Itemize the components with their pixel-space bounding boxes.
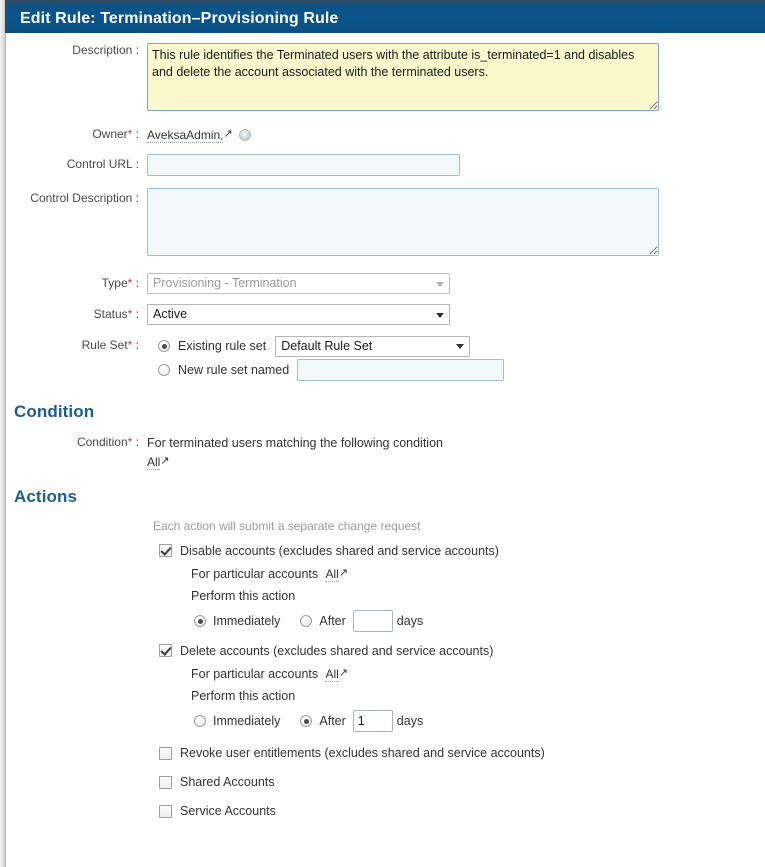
field-row-status	[6, 304, 765, 325]
chevron-down-icon	[436, 313, 444, 318]
delete-accounts-timing-row	[159, 710, 765, 732]
revoke-user-entitlements-checkbox[interactable]	[159, 747, 172, 760]
new-rule-set-radio-label[interactable]: New rule set named	[178, 363, 290, 377]
existing-rule-set-radio[interactable]	[158, 340, 170, 352]
field-row-description	[6, 43, 765, 114]
disable-accounts-immediately-label[interactable]: Immediately	[213, 614, 281, 628]
status-label-text: Status	[93, 307, 128, 321]
disable-accounts-immediately-radio[interactable]	[194, 615, 206, 627]
new-rule-set-radio[interactable]	[158, 364, 170, 376]
new-rule-set-input[interactable]	[297, 359, 504, 381]
type-label-colon: :	[132, 276, 139, 290]
disable-accounts-all-link[interactable]: All	[325, 567, 339, 581]
owner-required-asterisk: *	[127, 127, 133, 141]
rule-set-existing-row	[147, 335, 765, 357]
action-delete-accounts-row	[159, 644, 765, 658]
delete-accounts-days-input[interactable]	[353, 710, 393, 732]
delete-accounts-after-label[interactable]: After	[319, 714, 346, 728]
actions-section-heading: Actions	[14, 487, 78, 506]
status-required-asterisk: *	[127, 307, 133, 321]
disable-accounts-particular-prefix: For particular accounts	[191, 567, 319, 581]
chevron-down-icon	[456, 344, 464, 349]
action-block-disable-accounts	[6, 544, 765, 632]
simple-actions-list	[6, 746, 765, 818]
field-row-condition	[6, 435, 765, 469]
service-accounts-label[interactable]: Service Accounts	[180, 804, 276, 818]
type-select-value: Provisioning - Termination	[153, 276, 297, 290]
disable-accounts-after-label[interactable]: After	[319, 614, 346, 628]
external-link-icon[interactable]: ↗	[338, 667, 349, 679]
delete-accounts-days-label: days	[396, 714, 424, 728]
condition-label	[6, 435, 147, 450]
description-label: Description :	[72, 43, 139, 57]
condition-required-asterisk: *	[127, 435, 133, 449]
service-accounts-checkbox[interactable]	[159, 805, 172, 818]
edit-rule-form	[6, 33, 765, 818]
action-disable-accounts-row	[159, 544, 765, 558]
status-label-colon: :	[132, 307, 139, 321]
shared-accounts-checkbox[interactable]	[159, 776, 172, 789]
page-title: Edit Rule: Termination–Provisioning Rule	[20, 9, 339, 27]
field-row-control-description	[6, 188, 765, 259]
window-title-bar	[5, 4, 765, 33]
delete-accounts-immediately-radio[interactable]	[194, 715, 206, 727]
condition-link-wrap	[147, 455, 765, 469]
condition-value-wrap	[147, 435, 765, 469]
delete-accounts-all-link[interactable]: All	[325, 667, 339, 681]
status-label	[6, 304, 147, 322]
status-select-value: Active	[153, 307, 188, 321]
description-textarea[interactable]	[147, 43, 659, 111]
disable-accounts-after-radio[interactable]	[300, 615, 312, 627]
delete-accounts-checkbox[interactable]	[159, 644, 172, 657]
action-block-delete-accounts	[6, 644, 765, 732]
rule-set-label-colon: :	[132, 338, 139, 352]
owner-label-text: Owner	[92, 127, 128, 141]
disable-accounts-checkbox[interactable]	[159, 544, 172, 557]
revoke-user-entitlements-label[interactable]: Revoke user entitlements (excludes shared and service accounts)	[180, 746, 545, 760]
rule-set-options-wrap	[147, 335, 765, 382]
field-row-type	[6, 273, 765, 294]
type-select[interactable]	[147, 273, 450, 294]
owner-label	[6, 127, 147, 142]
chevron-down-icon	[436, 282, 444, 287]
description-field-wrap	[147, 43, 765, 114]
condition-label-colon: :	[132, 435, 139, 449]
control-description-field-wrap	[147, 188, 765, 259]
delete-accounts-particular-row	[159, 667, 765, 681]
status-select[interactable]	[147, 304, 450, 325]
control-description-textarea[interactable]	[147, 188, 659, 256]
disable-accounts-timing-row	[159, 610, 765, 632]
existing-rule-set-select[interactable]	[275, 336, 470, 357]
rule-set-label	[6, 335, 147, 353]
field-row-control-url	[6, 154, 765, 176]
shared-accounts-label[interactable]: Shared Accounts	[180, 775, 275, 789]
disable-accounts-perform-label: Perform this action	[191, 589, 296, 603]
delete-accounts-particular-prefix: For particular accounts	[191, 667, 319, 681]
rule-set-new-row	[147, 358, 765, 382]
disable-accounts-label[interactable]: Disable accounts (excludes shared and service accounts)	[180, 544, 499, 558]
field-row-owner	[6, 127, 765, 142]
info-icon[interactable]	[239, 129, 251, 141]
disable-accounts-particular-row	[159, 567, 765, 581]
delete-accounts-perform-label: Perform this action	[191, 689, 296, 703]
delete-accounts-after-radio[interactable]	[300, 715, 312, 727]
disable-accounts-days-label: days	[396, 614, 424, 628]
external-link-icon[interactable]: ↗	[338, 567, 349, 579]
owner-link[interactable]: AveksaAdmin,	[147, 128, 224, 142]
type-label	[6, 273, 147, 291]
delete-accounts-label[interactable]: Delete accounts (excludes shared and service accounts)	[180, 644, 494, 658]
rule-set-required-asterisk: *	[127, 338, 133, 352]
control-description-label: Control Description :	[30, 191, 139, 205]
type-label-text: Type	[101, 276, 128, 290]
condition-all-link[interactable]: All	[147, 455, 161, 469]
control-url-label: Control URL :	[66, 157, 139, 171]
actions-hint: Each action will submit a separate change request	[153, 519, 421, 533]
disable-accounts-days-input[interactable]	[353, 610, 393, 632]
delete-accounts-immediately-label[interactable]: Immediately	[213, 714, 281, 728]
owner-value-wrap	[147, 127, 765, 142]
field-row-rule-set	[6, 335, 765, 382]
action-revoke-entitlements-row	[159, 746, 765, 760]
status-field-wrap	[147, 304, 765, 325]
owner-label-colon: :	[132, 127, 139, 141]
control-url-input[interactable]	[147, 154, 460, 176]
condition-description-text: For terminated users matching the following condition	[147, 436, 443, 450]
control-url-field-wrap	[147, 154, 765, 176]
type-field-wrap	[147, 273, 765, 294]
external-link-icon[interactable]: ↗	[223, 128, 233, 140]
action-service-accounts-row	[159, 804, 765, 818]
condition-label-text: Condition	[76, 435, 128, 449]
external-link-icon[interactable]: ↗	[160, 455, 170, 467]
existing-rule-set-radio-label[interactable]: Existing rule set	[178, 339, 267, 353]
type-required-asterisk: *	[127, 276, 133, 290]
rule-set-label-text: Rule Set	[81, 338, 128, 352]
condition-section-heading: Condition	[14, 402, 95, 421]
action-shared-accounts-row	[159, 775, 765, 789]
existing-rule-set-select-value: Default Rule Set	[281, 338, 373, 353]
